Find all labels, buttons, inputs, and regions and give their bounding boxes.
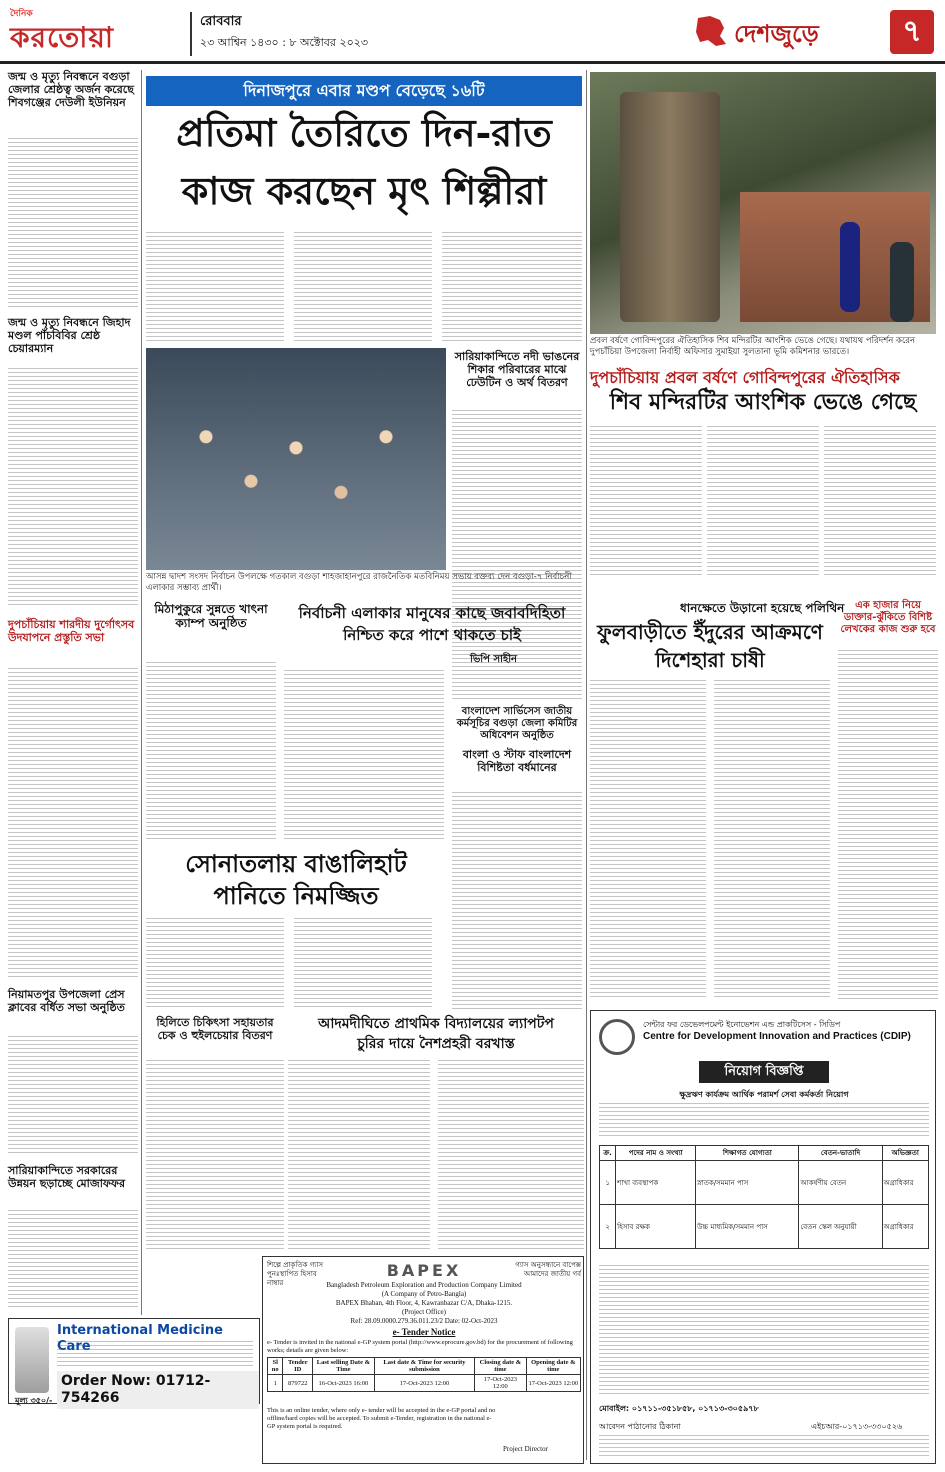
story-body (452, 792, 582, 1012)
brand-tagline: দৈনিক (10, 9, 33, 19)
story-title-line2: চুরির দায়ে নৈশপ্রহরী বরখাস্ত (357, 1036, 515, 1052)
temple-photo (590, 72, 936, 334)
signature-label: Project Director (503, 1445, 548, 1453)
ad-side-note: শিল্পে প্রাকৃতিক গ্যাস পুনঃস্থাপিত হিসাব নাম্বার (267, 1261, 323, 1287)
footer-left: আবেদন পাঠানোর ঠিকানা (599, 1422, 681, 1431)
column-divider (141, 70, 142, 1315)
table-cell: ২ (600, 1205, 616, 1249)
story-body (8, 138, 138, 308)
table-cell: 17-Oct-2023 12:00 (475, 1375, 526, 1392)
notice-title: e- Tender Notice (392, 1327, 456, 1337)
bapex-tender-notice (262, 1256, 584, 1464)
laptop-body (288, 1060, 584, 1250)
story-title-line1: সোনাতলায় বাঙালিহাট (185, 849, 407, 878)
issue-day: রোববার (200, 14, 242, 29)
table-cell: 16-Oct-2023 16:00 (313, 1375, 375, 1392)
table-cell: 17-Oct-2023 12:00 (526, 1375, 580, 1392)
story-title: সারিয়াকান্দিতে নদী ভাঙনের শিকার পরিবারের মাঝে ঢেউটিন ও অর্থ বিতরণ (454, 350, 580, 390)
page-number: ৭ (890, 10, 934, 54)
ad-side-note: গ্যাস অনুসন্ধানে বাপেক্স আমাদের জাতীয় গর্ব (515, 1261, 581, 1278)
org-bangla-name: সেন্টার ফর ডেভেলপমেন্ট ইনোভেশন এন্ড প্রাকটিসেস - সিডিপ (643, 1020, 841, 1029)
table-cell: উচ্চ মাধ্যমিক/সমমান পাস (696, 1205, 799, 1249)
story-body (8, 368, 138, 608)
table-cell: অগ্রাধিকার (882, 1205, 928, 1249)
story-title: নিয়ামতপুর উপজেলা প্রেস ক্লাবের বর্ধিত সভা অনুষ্ঠিত (8, 988, 125, 1015)
table-header: ক্র. (600, 1146, 616, 1161)
address-text (599, 1435, 929, 1459)
medicine-bottle-icon (15, 1327, 49, 1393)
table-header: Last selling Date & Time (313, 1358, 375, 1375)
office-label: (Project Office) (402, 1308, 446, 1316)
story-body (8, 1036, 138, 1156)
table-cell: 17-Oct-2023 12:00 (374, 1375, 474, 1392)
cdip-recruitment-ad (590, 1010, 936, 1464)
story-body (8, 668, 138, 978)
story-title: বাংলাদেশ সার্ভিসেস জাতীয় কর্মসূচির বগুড়া জেলা কমিটির অধিবেশন অনুষ্ঠিত (456, 706, 578, 741)
story-title-line1: নির্বাচনী এলাকার মানুষের কাছে জবাবদিহিতা (298, 604, 566, 622)
lead-body (146, 232, 582, 344)
byline: ভিপি সাহীন (470, 654, 518, 665)
reference: Ref: 28.09.0000.279.36.011.23/2 Date: 02-Oct-2023 (350, 1317, 498, 1325)
ad-title: International Medicine Care (57, 1323, 223, 1354)
lead-banner: দিনাজপুরে এবার মণ্ডপ বেড়েছে ১৬টি (146, 76, 582, 106)
table-row (600, 1205, 929, 1249)
left-column (8, 70, 138, 1400)
photo-caption: আসন্ন দ্বাদশ সংসদ নির্বাচন উপলক্ষে গতকাল বগুড়া শাহজাহানপুরে রাজনৈতিক মতবিনিময় সভায় বক্তব্য দেন বগুড়া-৭ নির্বাচনী এলাকার সম্ভাব্য প্রার্থী। (146, 572, 572, 593)
story-title-line1: আদমদীঘিতে প্রাথমিক বিদ্যালয়ের ল্যাপটপ (318, 1016, 554, 1032)
notice-subtitle: ক্ষুদ্রঋণ কার্যক্রম আর্থিক পরামর্শ সেবা কর্মকর্তা নিয়োগ (679, 1090, 849, 1099)
lead-headline-line2: কাজ করছেন মৃৎ শিল্পীরা (181, 168, 547, 213)
story-title: দুপচাঁচিয়ায় শারদীয় দুর্গোৎসব উদযাপনে প্রস্তুতি সভা (8, 618, 135, 645)
story-body (838, 650, 938, 1000)
section-header (690, 8, 940, 56)
notice-title: নিয়োগ বিজ্ঞপ্তি (699, 1061, 829, 1083)
kicker: ধানক্ষেতে উড়ানো হয়েছে পলিথিন (680, 601, 845, 615)
table-cell: অগ্রাধিকার (882, 1161, 928, 1205)
notice-intro: e- Tender is invited in the national e-GP system portal (http://www.eprocure.gov.bd) for the procurement of following works; details are given below: (267, 1339, 573, 1354)
story-title: হিলিতে চিকিৎসা সহায়তার চেক ও হুইলচেয়ার বিতরণ (156, 1016, 274, 1043)
header-divider (190, 12, 192, 56)
bapex-logo: BAPEX (386, 1261, 462, 1280)
vacancy-table (599, 1145, 929, 1249)
table-header: অভিজ্ঞতা (882, 1146, 928, 1161)
table-header-row (268, 1358, 581, 1375)
story-body (146, 662, 276, 842)
company-name: Bangladesh Petroleum Exploration and Production Company Limited (326, 1281, 522, 1289)
story-title-line1: দুপচাঁচিয়ায় প্রবল বর্ষণে গোবিন্দপুরের ঐতিহাসিক (590, 368, 900, 387)
lead-headline-line1: প্রতিমা তৈরিতে দিন-রাত (176, 110, 552, 155)
meeting-photo (146, 348, 446, 570)
footer-right: এইচআর-০১৭১৩-৩৩০৫২৬ (811, 1422, 903, 1431)
story-title-line1: ফুলবাড়ীতে ইঁদুরের আক্রমণে (597, 620, 823, 644)
section-title: দেশজুড়ে (734, 19, 819, 48)
story-title: মিঠাপুকুরে সুন্নতে খাৎনা ক্যাম্প অনুষ্ঠিত (154, 602, 268, 631)
table-cell: হিসাব রক্ষক (616, 1205, 696, 1249)
column-divider (586, 70, 587, 1460)
company-address: BAPEX Bhaban, 4th Floor, 4, Kawranbazar C/A, Dhaka-1215. (335, 1299, 513, 1307)
story-title-line2: দিশেহারা চাষী (655, 648, 765, 672)
newspaper-logo: করতোয়া (10, 21, 114, 54)
medicine-ad (8, 1318, 260, 1404)
story-title: সারিয়াকান্দিতে সরকারের উন্নয়ন ছড়াচ্ছে মোজাফফর (8, 1164, 126, 1191)
table-row (600, 1161, 929, 1205)
photo-caption: প্রবল বর্ষণে গোবিন্দপুরের ঐতিহাসিক শিব মন্দিরটির আংশিক ভেঙে গেছে। যথাযথ পরিদর্শন করেন দুপচাঁচিয়া উপজেলা নির্বাহী অফিসার সুমাইয়া সুলতানা ভূমি কমিশনার ভারতে। (590, 336, 916, 357)
bangladesh-map-icon (690, 14, 730, 48)
story-title-line2: নিশ্চিত করে পাশে থাকতে চাই (343, 626, 521, 644)
conditions-text (599, 1265, 929, 1395)
ad-price: মূল্য ৩৫০/- (15, 1396, 53, 1405)
table-cell: 1 (268, 1375, 283, 1392)
company-subtitle: (A Company of Petro-Bangla) (381, 1290, 467, 1298)
story-title-line2: শিব মন্দিরটির আংশিক ভেঙে গেছে (609, 390, 917, 415)
temple-story-body (590, 426, 936, 576)
table-header-row (600, 1146, 929, 1161)
table-header: Tender ID (283, 1358, 313, 1375)
table-cell: 879722 (283, 1375, 313, 1392)
notice-footer: This is an online tender, where only e- tender will be accepted in the e-GP portal and no offline/hard copies will be accepted. To submit e-Tender, registration in the national e-GP system portal is required. (267, 1407, 496, 1430)
table-cell: শাখা ব্যবস্থাপক (616, 1161, 696, 1205)
ad-phone: Order Now: 01712-754266 (57, 1371, 259, 1409)
story-body (146, 1060, 284, 1250)
table-header: শিক্ষাগত যোগ্যতা (696, 1146, 799, 1161)
table-cell: স্নাতক/সমমান পাস (696, 1161, 799, 1205)
cdip-logo-icon (599, 1019, 635, 1055)
table-header: বেতন-ভাতাদি (799, 1146, 882, 1161)
table-header: পদের নাম ও সংখ্যা (616, 1146, 696, 1161)
table-cell: আকর্ষণীয় বেতন (799, 1161, 882, 1205)
story-title: এক হাজার নিয়ে ডাক্তার-ঝুঁকিতে বিশিষ্ট লেখকের কাজ শুরু হবে (840, 600, 936, 635)
ad-body (57, 1341, 253, 1367)
story-title: জন্ম ও মৃত্যু নিবন্ধনে জিহাদ মণ্ডল পাঁচবিবির শ্রেষ্ঠ চেয়ারম্যান (8, 316, 131, 356)
org-name: Centre for Development Innovation and Practices (CDIP) (643, 1031, 911, 1042)
tender-table (267, 1357, 581, 1392)
accountability-body (284, 670, 444, 840)
contact-numbers: মোবাইল: ০১৭১১-৩৫১৮৫৮, ০১৭১৩-৩০৫৯৭৮ (599, 1404, 759, 1413)
table-header: Last date & Time for security submission (374, 1358, 474, 1375)
notice-intro (599, 1103, 929, 1139)
table-cell: বেতন স্কেল অনুযায়ী (799, 1205, 882, 1249)
table-cell: ১ (600, 1161, 616, 1205)
table-row (268, 1375, 581, 1392)
story-title-line2: পানিতে নিমজ্জিত (213, 881, 379, 910)
rats-body (590, 680, 830, 1000)
story-title: বাংলা ও স্টাফ বাংলাদেশ বিশিষ্টতা বর্ধমানের (462, 748, 572, 775)
story-title: জন্ম ও মৃত্যু নিবন্ধনে বগুড়া জেলার শ্রেষ্ঠত্ব অর্জন করেছে শিবগঞ্জের দেউলী ইউনিয়ন (8, 70, 134, 110)
table-header: Opening date & time (526, 1358, 580, 1375)
table-header: Sl no (268, 1358, 283, 1375)
table-header: Closing date & time (475, 1358, 526, 1375)
issue-date: ২৩ আশ্বিন ১৪৩০ : ৮ অক্টোবর ২০২৩ (200, 36, 369, 49)
story-body (8, 1210, 138, 1310)
